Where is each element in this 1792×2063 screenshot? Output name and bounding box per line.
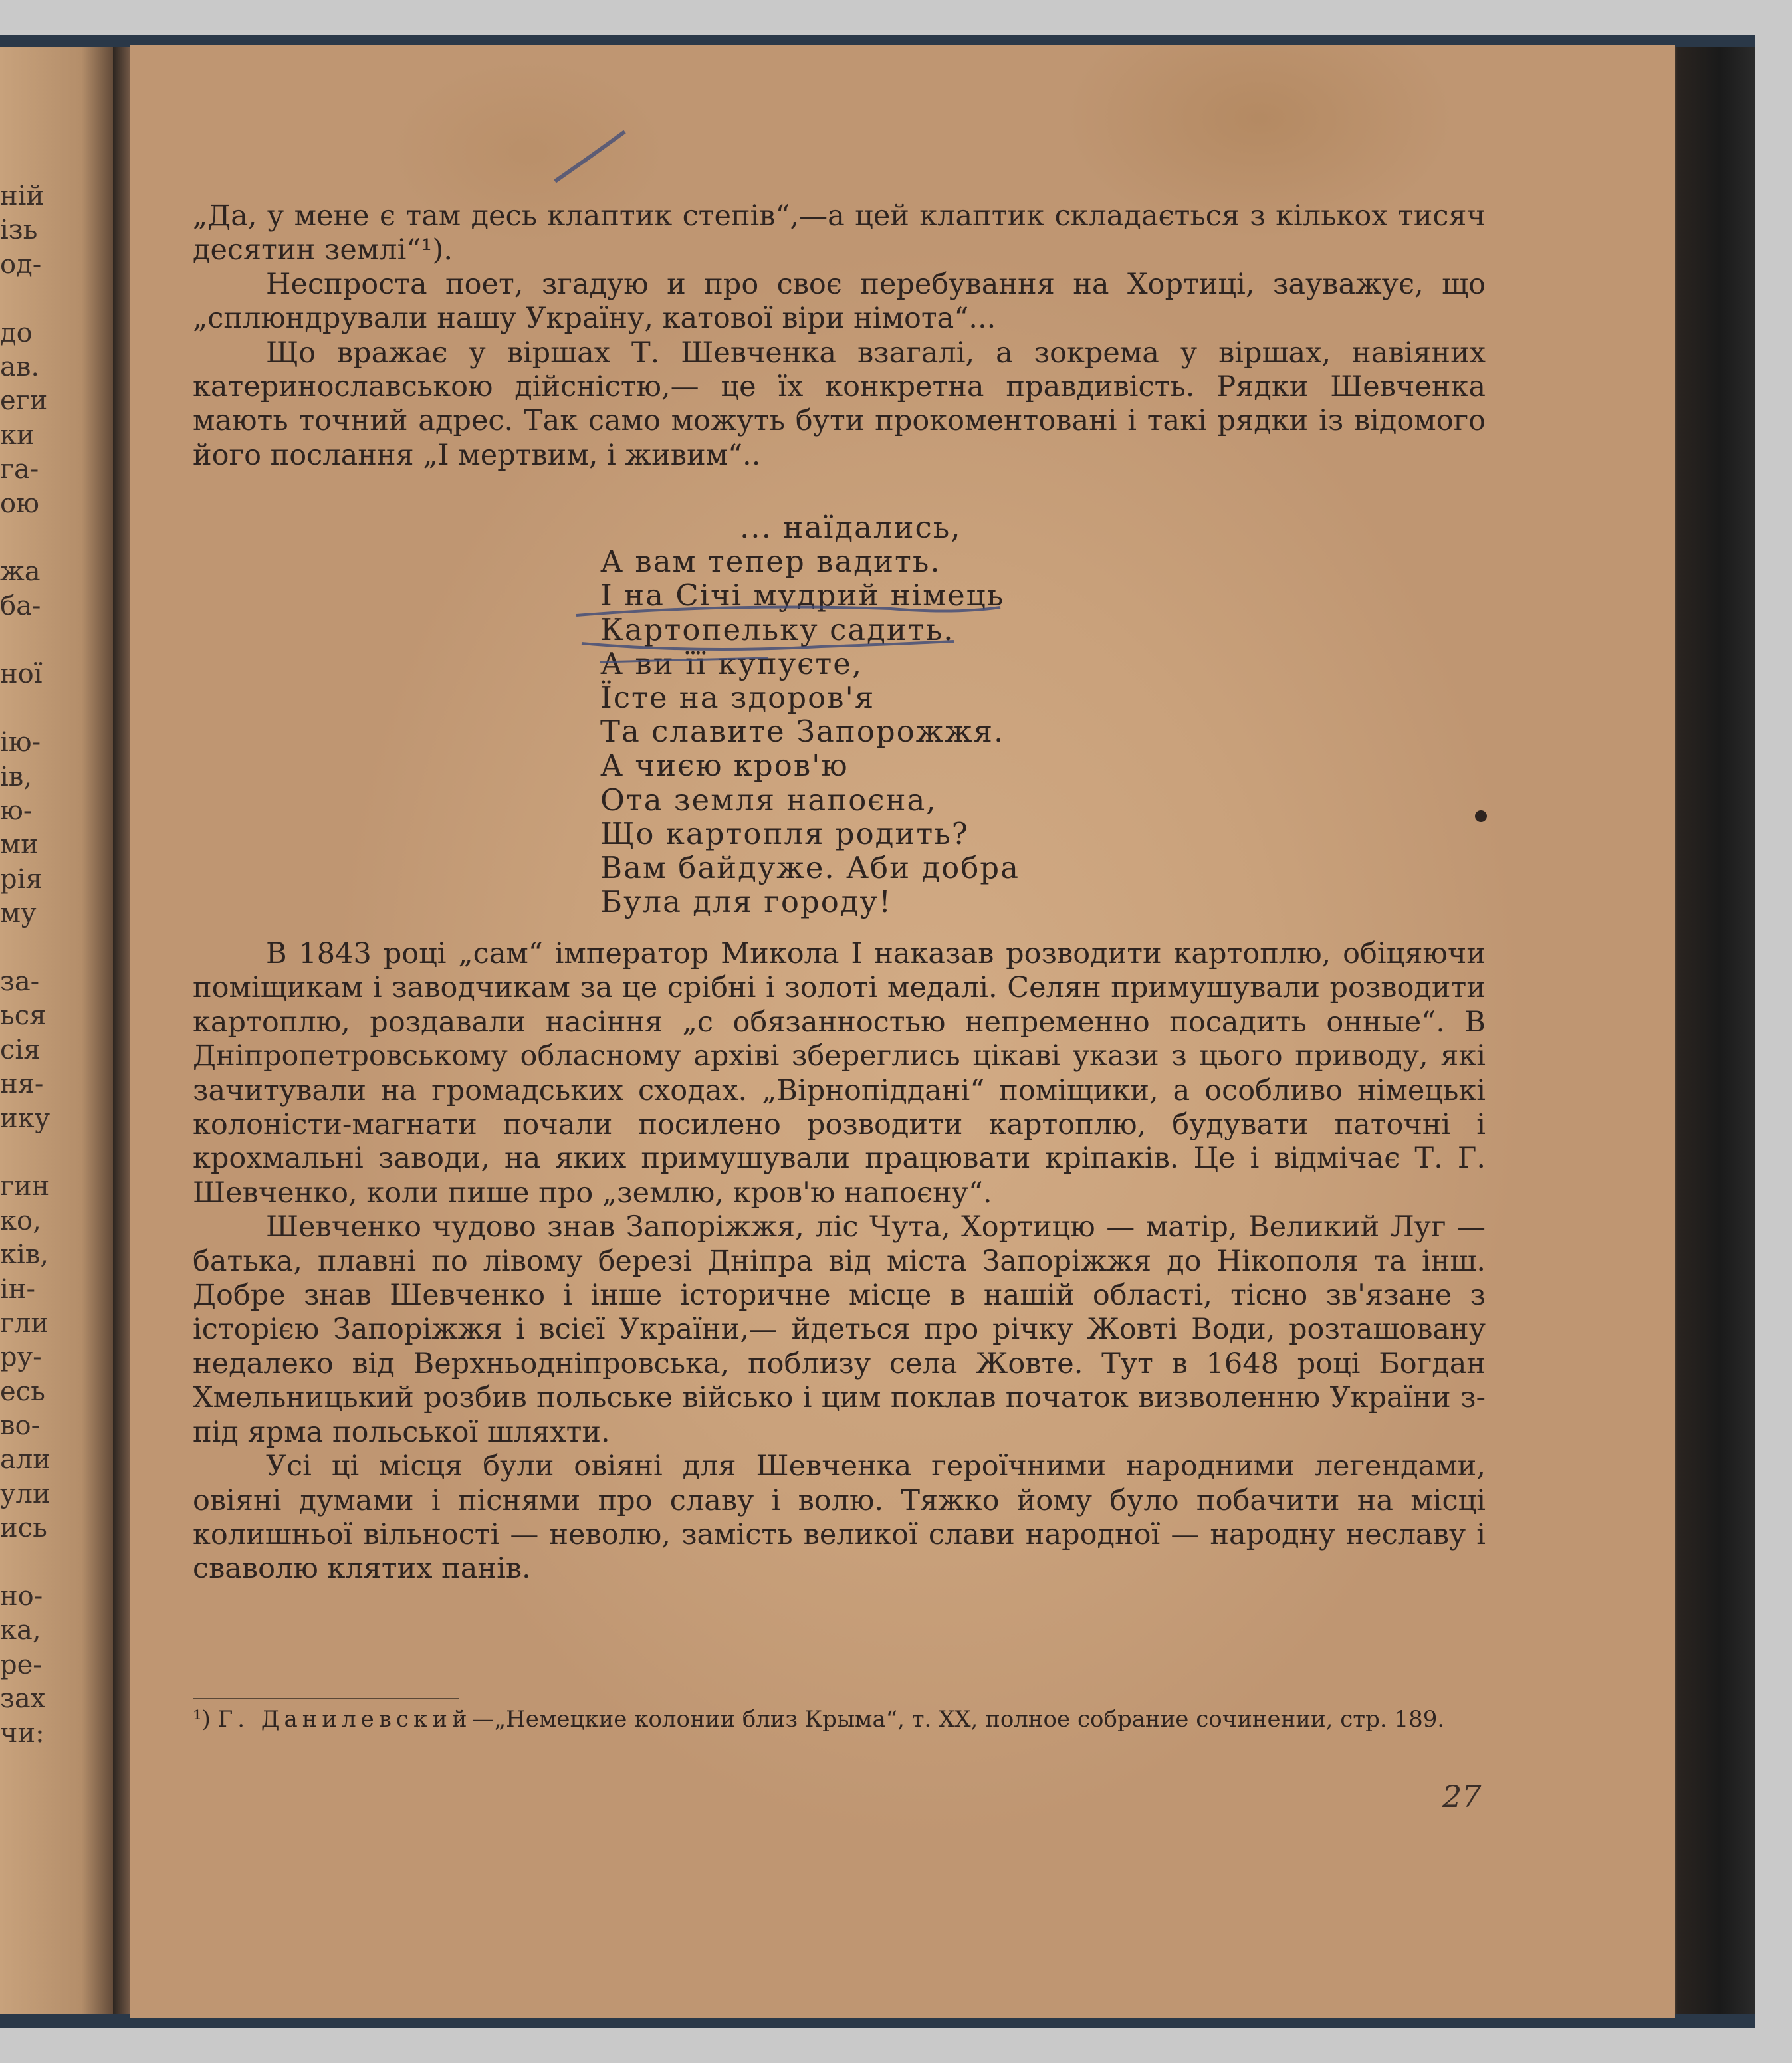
left-page-fragment: ре- [0, 1649, 42, 1680]
poem-line: Картопельку садить. [600, 611, 954, 647]
left-page-fragment: ули [0, 1478, 51, 1509]
left-page-fragment: али [0, 1444, 51, 1475]
left-page-fragment: ру- [0, 1342, 42, 1373]
left-page-fragment: ній [0, 181, 45, 211]
left-page-fragment: ав. [0, 351, 40, 382]
left-page-fragment: ка, [0, 1615, 41, 1646]
pen-mark-top [555, 132, 625, 181]
left-page-fragment [0, 692, 66, 726]
left-page-fragment: жа [0, 556, 41, 588]
left-page-fragment: га- [0, 454, 39, 485]
left-page-fragment: ки [0, 419, 35, 451]
left-page-fragment: зах [0, 1683, 46, 1715]
ink-dot [1475, 810, 1487, 822]
paragraph: В 1843 році „сам“ імператор Микола І наказав розводити картоплю, обіцяючи поміщикам і заводчикам за це срібні і золоті медалі. Селян примушували розводити картоплю, роздавали насіння „с обязанностью непременно посадить онные“. В Дніпропетровському обласному архіві збереглись цікаві укази з цього приводу, які зачитували на громадських сходах. „Вірнопіддані“ поміщики, а особливо німецькі колоністи-магнати почали посилено розводити картоплю, будувати паточні і крохмальні заводи, на яких примушували працювати кріпаків. Це і відмічає Т. Г. Шевченко, коли пише про „землю, кров'ю напоєну“. [193, 937, 1486, 1210]
paragraph: Неспроста поет, згадую и про своє перебування на Хортиці, зауважує, що „сплюндрували нашу Україну, катової віри німота“... [193, 267, 1486, 336]
paragraph: Що вражає у віршах Т. Шевченка взагалі, а зокрема у віршах, навіяних катеринославською дійсністю,— це їх конкретна правдивість. Рядки Шевченка мають точний адрес. Так само можуть бути прокоментовані і такі рядки із відомого його послання „І мертвим, і живим“.. [193, 336, 1486, 472]
left-page-fragment: ко, [0, 1205, 41, 1236]
left-page-fragment: за- [0, 966, 40, 997]
body-text-top [193, 199, 1486, 473]
poem-quote [600, 510, 1020, 919]
left-page-fragment: ін- [0, 1273, 35, 1305]
poem-line: А чиєю кров'ю [600, 748, 849, 784]
footnote-marker: ¹) [193, 1706, 218, 1733]
footnote-rule [193, 1698, 459, 1699]
footnote-author: Г. Данилевский [217, 1706, 472, 1733]
body-text-bottom [193, 937, 1486, 1586]
paragraph: Шевченко чудово знав Запоріжжя, ліс Чута, Хортицю — матір, Великий Луг — батька, плавні по лівому березі Дніпра від міста Запоріжжя до Нікополя та інш. Добре знав Шевченко і інше історичне місце в нашій області, тісно зв'язане з історією Запоріжжя і всієї України,— йдеться про річку Жовті Води, розташовану недалеко від Верхньодніпровська, поблизу села Жовте. Тут в 1648 році Богдан Хмельницький розбив польське військо і цим поклав початок визволенню України з-під ярма польської шляхти. [193, 1210, 1486, 1449]
paragraph: Усі ці місця були овіяні для Шевченка героїчними народними легендами, овіяні думами і піснями про славу і волю. Тяжко йому було побачити на місці колишньої вільності — неволю, замість великої слави народної — народну неславу і сваволю клятих панів. [193, 1450, 1486, 1586]
left-page-fragment: до [0, 317, 33, 348]
left-page-fragment [0, 521, 66, 555]
left-page-fragment: му [0, 898, 37, 929]
book-page [130, 45, 1675, 2018]
left-page-edge [0, 47, 116, 2014]
poem-line: Та славите Запорожжя. [600, 714, 1005, 750]
left-page-fragment: ію- [0, 727, 41, 758]
left-page-fragment: но- [0, 1581, 43, 1612]
left-page-fragment: гли [0, 1307, 49, 1339]
paragraph: „Да, у мене є там десь клаптик степів“,—а цей клаптик складається з кількох тисяч десятин землі“¹). [193, 199, 1486, 267]
left-page-fragment: ня- [0, 1069, 44, 1100]
poem-line: Що картопля родить? [600, 815, 969, 851]
left-page-fragment [0, 282, 66, 316]
left-page-text-fragments [0, 179, 66, 1751]
left-page-fragment [0, 623, 66, 657]
left-page-fragment: ю- [0, 796, 33, 827]
left-page-fragment: ись [0, 1513, 47, 1544]
left-page-fragment: ься [0, 1000, 47, 1032]
left-page-fragment: во- [0, 1410, 41, 1442]
poem-line: Була для городу! [600, 884, 893, 920]
left-page-fragment: ізь [0, 215, 38, 246]
left-page-fragment: ної [0, 659, 43, 690]
left-page-fragment: ків, [0, 1240, 49, 1271]
book-right-edge [1667, 47, 1755, 2014]
poem-line: Ота земля напоєна, [600, 782, 937, 817]
left-page-fragment: чи: [0, 1717, 45, 1749]
left-page-fragment: ба- [0, 590, 41, 621]
left-page-fragment: ми [0, 829, 39, 861]
poem-line: А ви її купуєте, [600, 645, 863, 681]
left-page-fragment: од- [0, 249, 42, 280]
left-page-fragment: есь [0, 1376, 45, 1407]
left-page-fragment: ику [0, 1103, 51, 1134]
left-page-fragment: рія [0, 863, 43, 895]
left-page-fragment: ів, [0, 761, 33, 792]
poem-line: Їсте на здоров'я [600, 679, 875, 715]
poem-line: Вам байдуже. Аби добра [600, 849, 1020, 885]
footnote [193, 1707, 1486, 1732]
left-page-fragment [0, 1136, 66, 1170]
footnote-rest: —„Немецкие колонии близ Крыма“, т. XX, полное собрание сочинении, стр. 189. [471, 1706, 1445, 1733]
poem-line: І на Січі мудрий німець [600, 578, 1005, 613]
page-number: 27 [1442, 1779, 1482, 1814]
left-page-fragment: гин [0, 1171, 50, 1202]
left-page-fragment: еги [0, 385, 48, 417]
left-page-fragment: ою [0, 488, 39, 519]
poem-line: ... наїдались, [740, 510, 962, 545]
left-page-fragment [0, 1546, 66, 1580]
left-page-fragment: сія [0, 1034, 41, 1065]
poem-line: А вам тепер вадить. [600, 544, 941, 580]
left-page-fragment [0, 931, 66, 965]
